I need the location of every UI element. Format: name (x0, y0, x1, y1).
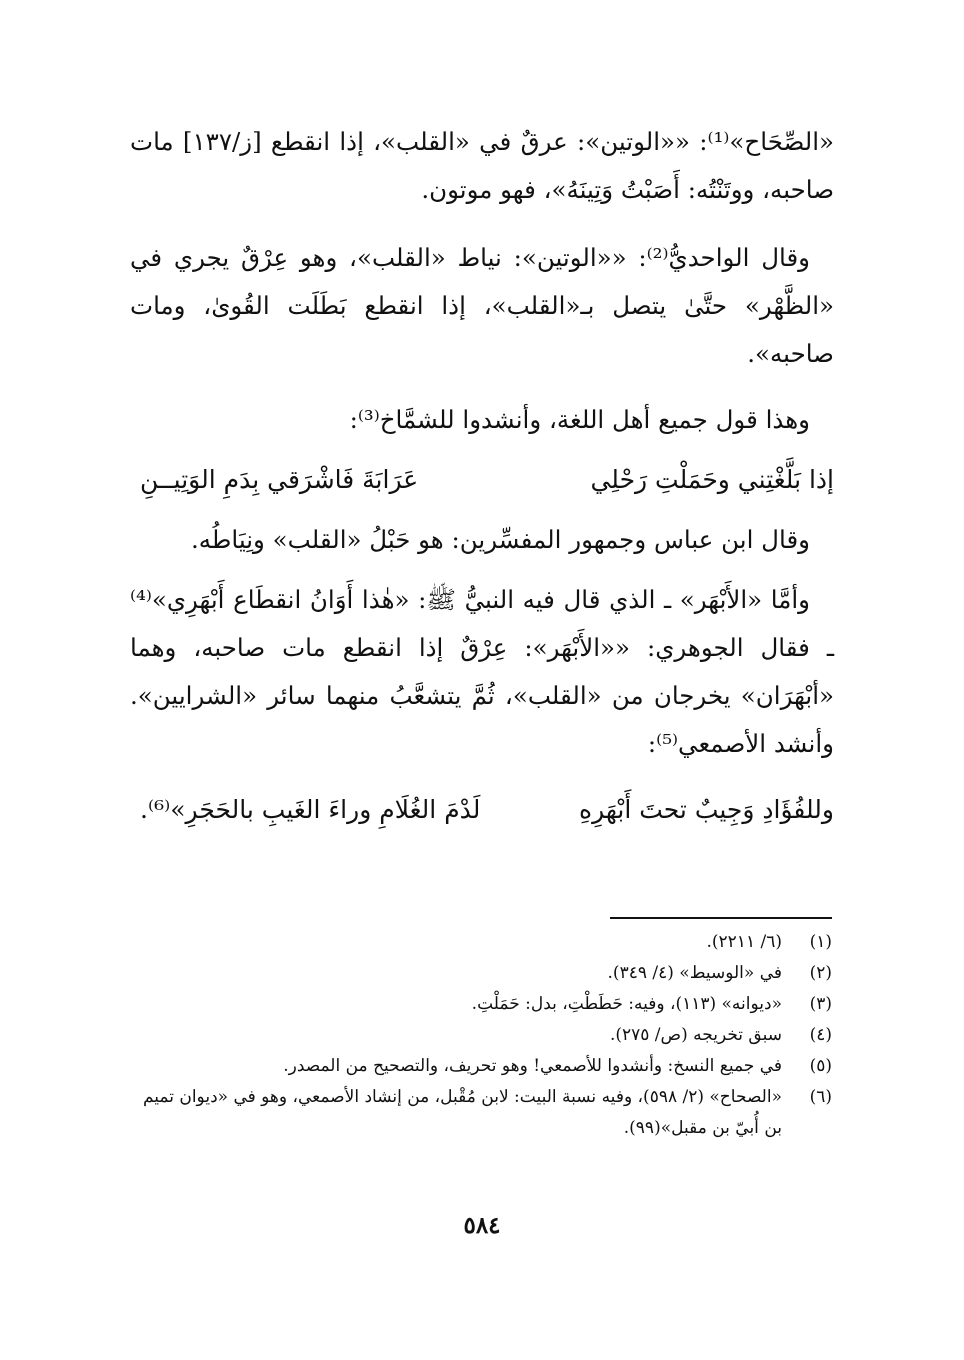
footnote-item (132, 1020, 832, 1051)
footnote-number: (١) (809, 932, 832, 952)
footnotes (132, 927, 832, 1144)
footnote-separator (610, 917, 832, 919)
verse-asmai (130, 786, 834, 834)
verse-first-hemistich: إذا بَلَّغْتِني وحَمَلْتِ رَحْلِي (590, 465, 834, 494)
footnote-number: (٣) (809, 994, 832, 1014)
footnote-text: «ديوانه» (١١٣)، وفيه: حَطَطْتِ، بدل: حَمَلْتِ. (471, 994, 782, 1014)
paragraph-sihah: «الصِّحَاح»⁽¹⁾: ««الوتين»: عرقٌ في «القلب»، إذا انقطع [ز/١٣٧] مات صاحبه، ووتَنْتُه: أَصَبْتُ وَتِينَهُ»، فهو موتون. (130, 127, 835, 204)
paragraph-abhar: وأمَّا «الأَبْهَر» ـ الذي قال فيه النبيُّ ﷺ: «هٰذا أَوَانُ انقطَاع أَبْهَرِي»⁽⁴⁾ ـ فقال الجوهري: ««الأَبْهَر»: عِرْقٌ إذا انقطع مات صاحبه، وهما «أبْهَرَان» يخرجان من «القلب»، ثُمَّ يتشعَّبُ منهما سائر «الشرايين». وأنشد الأصمعي⁽⁵⁾: (130, 585, 834, 758)
footnote-item (132, 927, 832, 958)
page-number: ٥٨٤ (463, 1212, 501, 1239)
footnote-item (132, 1082, 832, 1144)
paragraph-ibn-abbas: وقال ابن عباس وجمهور المفسِّرين: هو حَبْلُ «القلب» ونِيَاطُه. (190, 525, 810, 554)
verse-shammakh (130, 456, 834, 504)
footnote-text: «الصحاح» (٢/ ٥٩٨)، وفيه نسبة البيت: لابن مُقْبل، من إنشاد الأصمعي، وهو في «ديوان تميم بن أُبيّ بن مقبل»(٩٩). (142, 1087, 782, 1138)
footnote-text: في جميع النسخ: وأنشدوا للأصمعي! وهو تحريف، والتصحيح من المصدر. (283, 1056, 782, 1076)
footnote-item (132, 989, 832, 1020)
footnote-text: (٦/ ٢٢١١). (706, 932, 782, 952)
footnote-number: (٦) (809, 1087, 832, 1107)
footnote-text: سبق تخريجه (ص/ ٢٧٥). (609, 1025, 782, 1045)
paragraph-shammakh-intro: وهذا قول جميع أهل اللغة، وأنشدوا للشمَّاخ⁽³⁾: (349, 405, 810, 434)
footnote-number: (٢) (809, 963, 832, 983)
verse-second-hemistich: لَدْمَ الغُلَامِ وراءَ الغَيبِ بالحَجَرِ»⁽⁶⁾. (140, 795, 481, 824)
paragraph-wahidi: وقال الواحديُّ⁽²⁾: ««الوتين»: نياط «القلب»، وهو عِرْقٌ يجري في «الظَّهْر» حتَّىٰ يتصل بـ«القلب»، إذا انقطع بَطَلَت القُوىٰ، ومات صاحبه». (130, 243, 834, 368)
verse-first-hemistich: وللفُؤَادِ وَجِيبٌ تحتَ أَبْهَرِهِ (578, 795, 834, 824)
footnote-number: (٥) (809, 1056, 832, 1076)
footnote-text: في «الوسيط» (٤/ ٣٤٩). (607, 963, 782, 983)
footnote-item (132, 958, 832, 989)
footnote-number: (٤) (809, 1025, 832, 1045)
verse-second-hemistich: عَرَابَةَ فَاشْرَقي بِدَمِ الوَتِيــنِ (140, 465, 419, 494)
footnote-item (132, 1051, 832, 1082)
